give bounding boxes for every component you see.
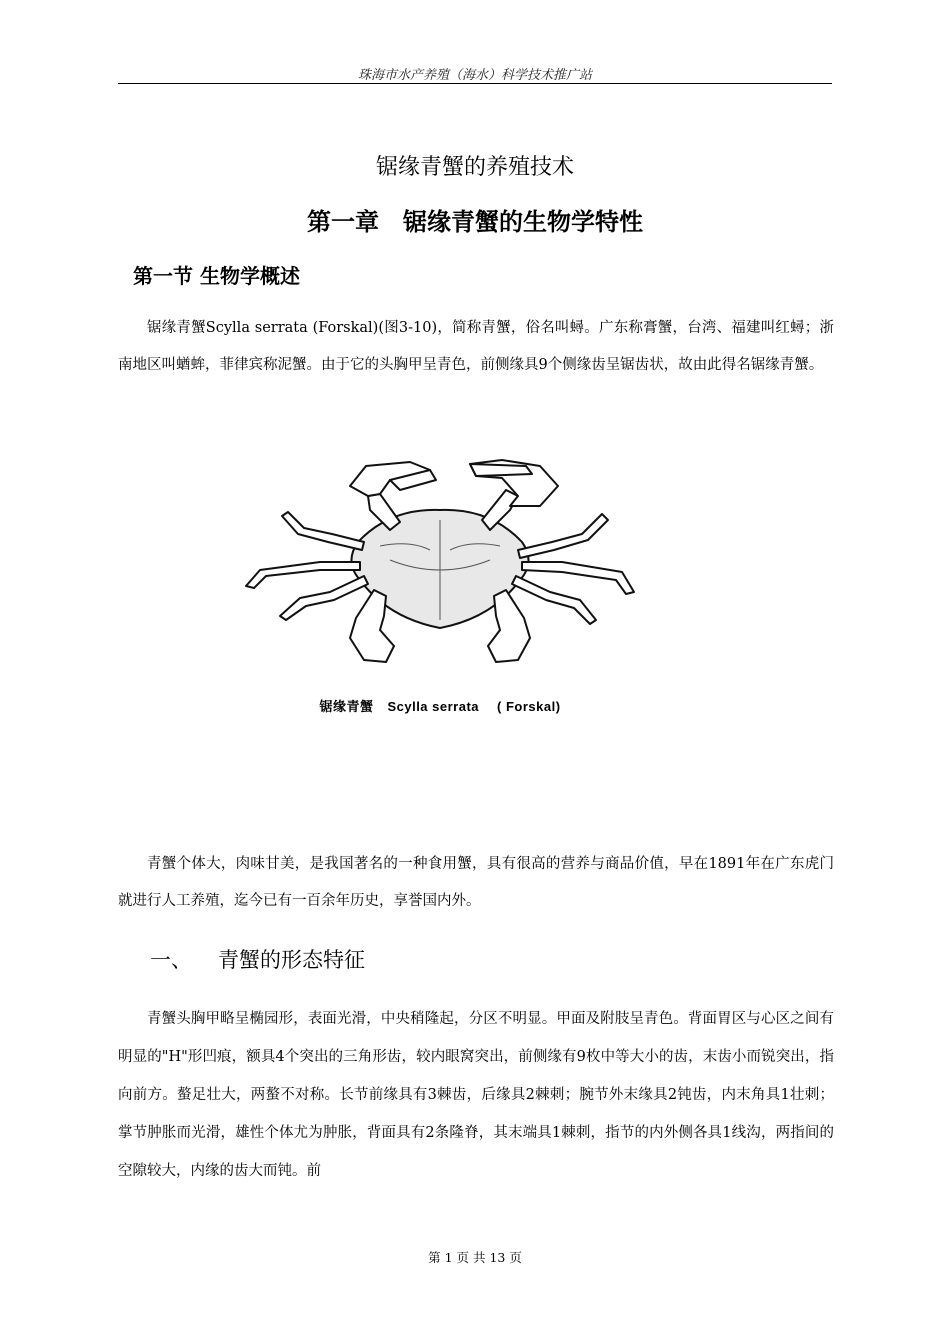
section-heading: 第一节 生物学概述 bbox=[133, 264, 300, 288]
paragraph-value: 青蟹个体大，肉味甘美，是我国著名的一种食用蟹，具有很高的营养与商品价值，早在1891年在广东虎门就进行人工养殖，迄今已有一百余年历史，享誉国内外。 bbox=[118, 856, 834, 909]
subheading-number: 一、 bbox=[150, 948, 192, 972]
paragraph-morphology: 青蟹头胸甲略呈椭园形，表面光滑，中央稍隆起，分区不明显。甲面及附肢呈青色。背面胃区与心区之间有明显的"H"形凹痕，额具4个突出的三角形齿，较内眼窝突出，前侧缘有9枚中等大小的齿，末齿小而锐突出，指向前方。螯足壮大，两螯不对称。长节前缘具有3棘齿，后缘具2棘刺；腕节外末缘具2钝齿，内末角具1壮刺；掌节肿胀而光滑，雄性个体尤为肿胀，背面具有2条隆脊，其末端具1棘刺，指节的内外侧各具1线沟，两指间的空隙较大，内缘的齿大而钝。前 bbox=[118, 1011, 834, 1179]
caption-author: ( Forskal) bbox=[497, 699, 561, 714]
subheading bbox=[150, 944, 365, 974]
crab-illustration bbox=[240, 450, 640, 680]
document-title: 锯缘青蟹的养殖技术 bbox=[375, 155, 574, 180]
caption-chinese: 锯缘青蟹 bbox=[319, 700, 374, 715]
chapter-heading: 第一章 锯缘青蟹的生物学特性 bbox=[307, 208, 643, 236]
subheading-text: 青蟹的形态特征 bbox=[218, 948, 365, 972]
page-header: 珠海市水产养殖（海水）科学技术推广站 bbox=[357, 68, 592, 83]
caption-latin: Scylla serrata bbox=[387, 699, 480, 714]
figure-caption bbox=[240, 696, 640, 715]
page-footer: 第 1 页 共 13 页 bbox=[428, 1250, 522, 1265]
paragraph-intro: 锯缘青蟹Scylla serrata (Forskal)(图3-10)，简称青蟹，俗名叫蟳。广东称膏蟹，台湾、福建叫红蟳；浙南地区叫蝤蛑，菲律宾称泥蟹。由于它的头胸甲呈青色，前侧缘具9个侧缘齿呈锯齿状，故由此得名锯缘青蟹。 bbox=[118, 320, 834, 373]
header-rule bbox=[118, 83, 832, 84]
